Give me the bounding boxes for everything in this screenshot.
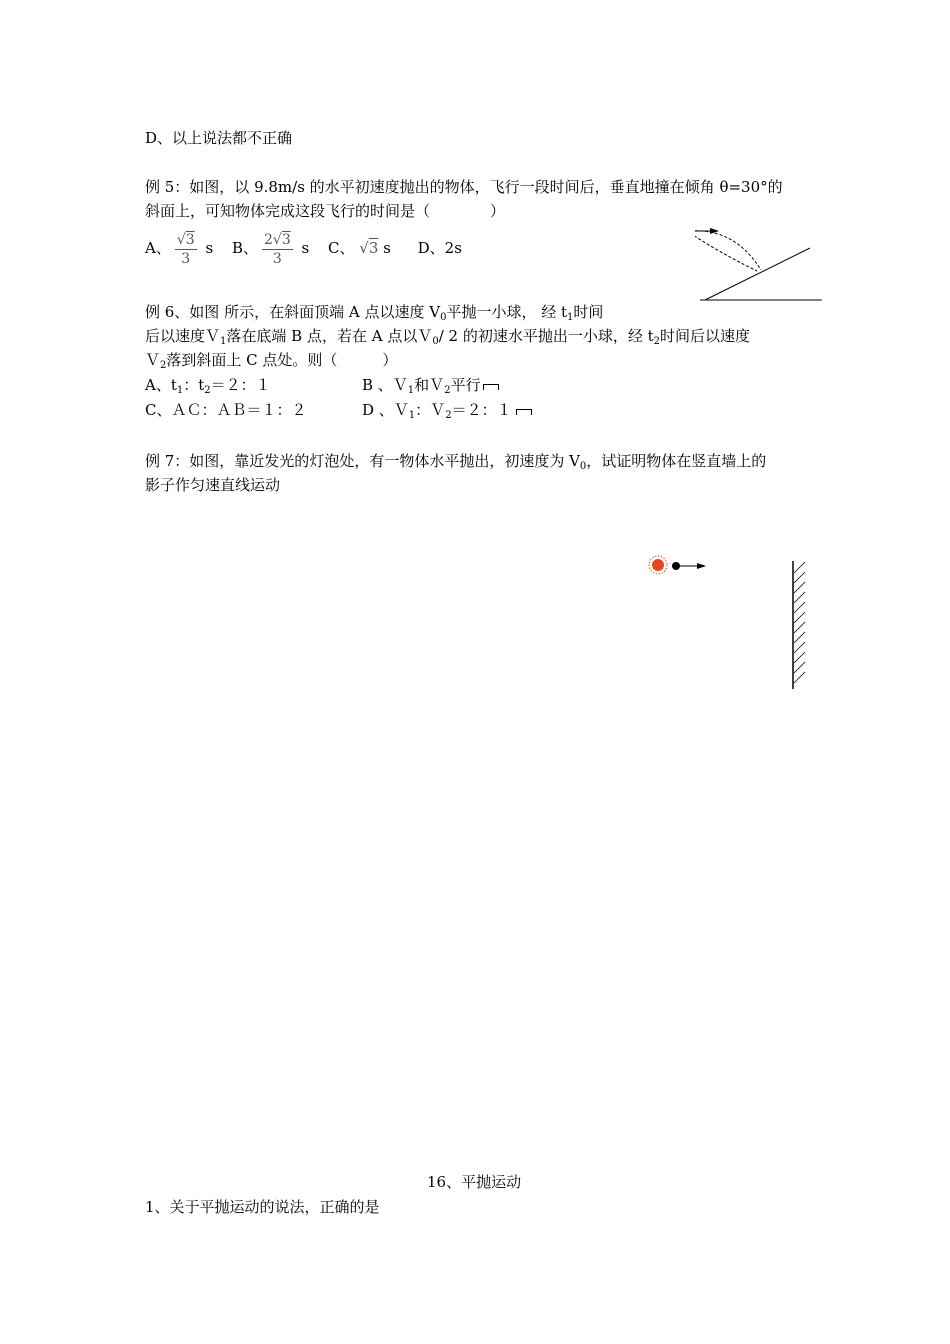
velocity-arrowhead: [710, 228, 719, 234]
section-title: 16、平抛运动: [427, 1173, 522, 1191]
ex5-option-b-den: 3: [272, 250, 282, 267]
ex5-option-c-label: C、: [328, 239, 355, 257]
velocity-arrowhead: [697, 563, 706, 569]
ex5-option-b-num: 3: [281, 231, 291, 248]
q4-option-d: D、以上说法都不正确: [145, 129, 293, 147]
ex5-option-a-num: 3: [185, 231, 195, 248]
ex5-unit-a: s: [205, 239, 214, 257]
ex5-option-a-den: 3: [181, 250, 191, 267]
trajectory-inner: [695, 233, 757, 271]
ex6-line3: Ｖ$_2$落到斜面上 C 点处。则（ ）: [145, 351, 398, 371]
return-mark-icon: [516, 409, 532, 415]
ex6-line1: 例 6、如图 所示，在斜面顶端 A 点以速度 $V_0$平抛一小球， 经 $t_1$时间: [145, 303, 604, 323]
ex6-option-a: A、$t_1$：$t_2=2$：１: [145, 376, 271, 396]
ex7-line2: 影子作匀速直线运动: [145, 476, 281, 494]
ex5-option-b-fraction: $\frac{2√3}{3}$: [263, 231, 291, 267]
ex5-option-b-label: B、: [231, 239, 258, 257]
ex5-options: [145, 228, 462, 268]
ex5-incline-figure: [695, 218, 825, 308]
ex5-option-b-coef: 2: [263, 231, 273, 248]
ex5-option-d: D、2s: [417, 239, 462, 257]
ex5-line2: 斜面上，可知物体完成这段飞行的时间是（ ）: [145, 202, 506, 220]
ex6-option-d: D 、Ｖ$_1$：Ｖ$_2$＝２：１: [362, 400, 532, 426]
return-mark-icon: [483, 384, 499, 390]
ex5-unit-c: s: [383, 239, 391, 257]
lamp-icon: [649, 556, 667, 574]
q1-stem: 1、关于平抛运动的说法，正确的是: [145, 1198, 380, 1216]
ex5-option-c-value: √3: [354, 239, 379, 257]
ex7-lamp-wall-figure: [645, 553, 815, 693]
wall: [793, 561, 805, 689]
ex5-unit-b: s: [301, 239, 310, 257]
ex6-option-c: C、ＡＣ：ＡＢ＝１：２: [145, 401, 307, 419]
ex5-option-a-fraction: $\frac{√3}{3}$: [176, 231, 195, 267]
trajectory-outer: [695, 231, 761, 270]
ex6-line2: 后以速度Ｖ$_1$落在底端 B 点，若在 A 点以Ｖ$_0$/ 2 的初速水平抛出一小球，经 $t_2$时间后以速度: [145, 327, 751, 347]
ex7-line1: 例 7：如图，靠近发光的灯泡处，有一物体水平抛出，初速度为 $V_0$，试证明物体在竖直墙上的: [145, 452, 767, 472]
ex5-option-a-label: A、: [145, 239, 171, 257]
ex6-option-b: B 、Ｖ$_1$和Ｖ$_2$平行: [362, 375, 499, 401]
incline-line: [705, 248, 810, 300]
ex5-line1: 例 5：如图，以 9.8m/s 的水平初速度抛出的物体，飞行一段时间后，垂直地撞在倾角 θ=30°的: [145, 178, 783, 196]
